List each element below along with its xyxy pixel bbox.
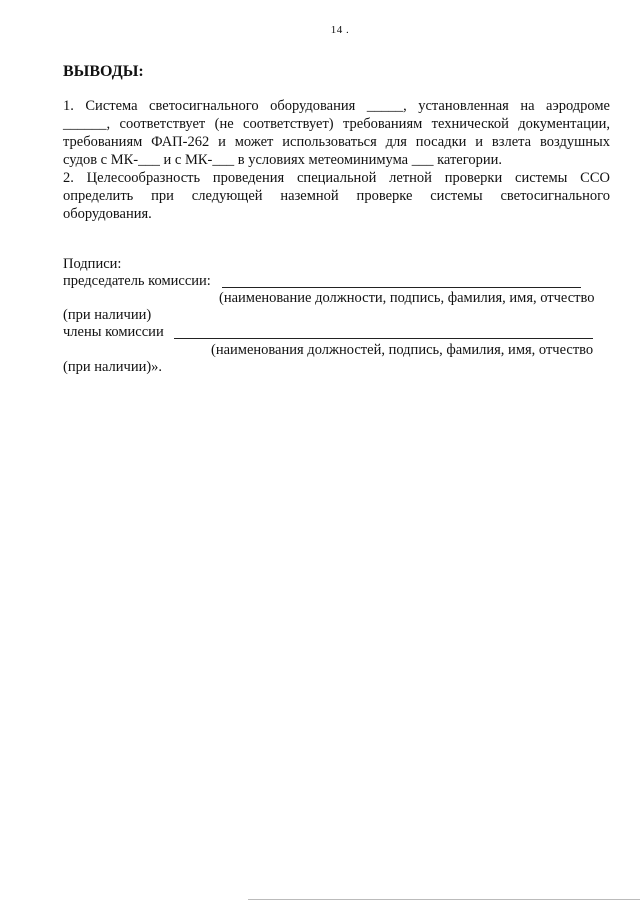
- section-heading: ВЫВОДЫ:: [63, 63, 144, 80]
- members-caption: (наименования должностей, подпись, фамилия, имя, отчество: [211, 342, 594, 358]
- conclusion-1-line-1: 1. Система светосигнального оборудования _____, установленная на аэродроме: [63, 98, 610, 114]
- members-signature-line: [174, 338, 593, 339]
- conclusion-1-line-2: ______, соответствует (не соответствует) требованиям технической документации,: [63, 116, 610, 132]
- scan-edge-line: [248, 899, 640, 900]
- chairman-signature-line: [222, 287, 581, 288]
- conclusion-1-line-3: требованиям ФАП-262 и может использоваться для посадки и взлета воздушных: [63, 134, 610, 150]
- members-label: члены комиссии: [63, 324, 164, 340]
- members-caption-continuation: (при наличии)».: [63, 359, 163, 375]
- chairman-label: председатель комиссии:: [63, 273, 211, 289]
- page-number: 14 .: [330, 24, 350, 36]
- chairman-caption: (наименование должности, подпись, фамилия, имя, отчество: [219, 290, 595, 306]
- conclusion-2-line-2: определить при следующей наземной проверке системы светосигнального: [63, 188, 610, 204]
- signatures-label: Подписи:: [63, 256, 122, 272]
- conclusion-1-line-4: судов с МК-___ и с МК-___ в условиях метеоминимума ___ категории.: [63, 152, 502, 168]
- conclusion-2-line-1: 2. Целесообразность проведения специальной летной проверки системы ССО: [63, 170, 610, 186]
- chairman-caption-continuation: (при наличии): [63, 307, 152, 323]
- conclusion-2-line-3: оборудования.: [63, 206, 152, 222]
